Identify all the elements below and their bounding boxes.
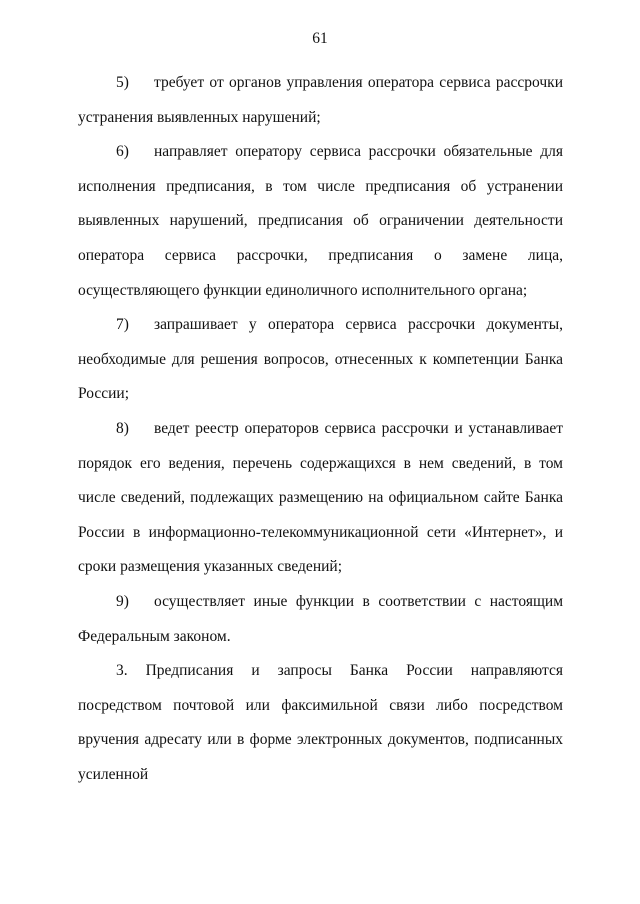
- clause-text: ведет реестр операторов сервиса рассрочки и устанавливает порядок его ведения, перечень содержащихся в нем сведений, в том числе сведений, подлежащих размещению на официальном сайте Банка России в информационно-телекоммуникационной сети «Интернет», и сроки размещения указанных сведений;: [78, 419, 563, 576]
- clause-9: [78, 585, 563, 654]
- clause-number: 6): [116, 143, 129, 161]
- paragraph-3: 3. Предписания и запросы Банка России направляются посредством почтовой или факсимильной связи либо посредством вручения адресату или в форме электронных документов, подписанных усиленной: [78, 662, 563, 783]
- document-body: [78, 66, 563, 792]
- clause-text: запрашивает у оператора сервиса рассрочки документы, необходимые для решения вопросов, отнесенных к компетенции Банка России;: [78, 316, 563, 403]
- clause-number: 9): [116, 592, 129, 610]
- clause-text: осуществляет иные функции в соответствии с настоящим Федеральным законом.: [78, 592, 563, 645]
- clause-7: [78, 308, 563, 412]
- clause-number: 7): [116, 316, 129, 334]
- clause-number: 5): [116, 74, 129, 91]
- clause-6: [78, 135, 563, 308]
- clause-5: [78, 66, 563, 135]
- clause-number: 8): [116, 419, 129, 437]
- clause-text: требует от органов управления оператора сервиса рассрочки устранения выявленных нарушений;: [78, 74, 563, 126]
- page-number: 61: [312, 30, 328, 47]
- clause-text: направляет оператору сервиса рассрочки обязательные для исполнения предписания, в том числе предписания об устранении выявленных нарушений, предписания об ограничении деятельности оператора сервиса рассрочки, предписания о замене лица, осуществляющего функции единоличного исполнительного органа;: [78, 143, 563, 299]
- clause-8: [78, 412, 563, 585]
